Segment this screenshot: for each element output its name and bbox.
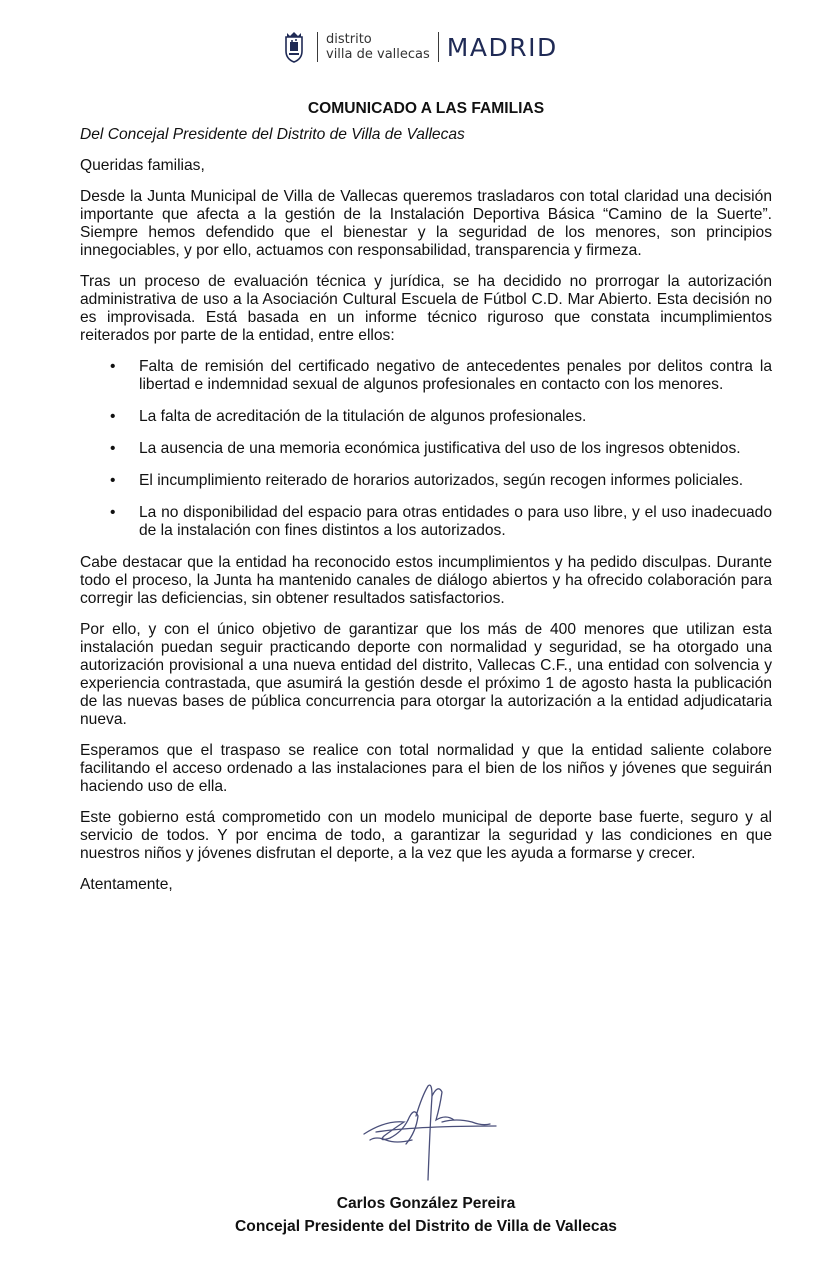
list-item [80,408,772,426]
district-name [326,32,430,62]
letter-subtitle: Del Concejal Presidente del Distrito de Villa de Vallecas [80,126,465,143]
letter-closing: Atentamente, [80,876,173,893]
list-item-text: La ausencia de una memoria económica justificativa del uso de los ingresos obtenidos. [139,440,741,457]
paragraph-3: Cabe destacar que la entidad ha reconocido estos incumplimientos y ha pedido disculpas. Durante todo el proceso, la Junta ha mantenido canales de diálogo abiertos y ha ofrecido colaboración para corregir las deficiencias, sin obtener resultados satisfactorios. [80,554,772,607]
signer-name: Carlos González Pereira [336,1195,516,1212]
madrid-coat-of-arms-icon [283,31,305,63]
district-line-1: distrito [326,32,372,47]
letter-title: COMUNICADO A LAS FAMILIAS [307,100,545,117]
paragraph-5: Esperamos que el traspaso se realice con total normalidad y que la entidad saliente colabore facilitando el acceso ordenado a las instalaciones para el bien de los niños y jóvenes que seguirán haciendo uso de ella. [80,742,772,795]
list-item [80,472,772,490]
paragraph-4: Por ello, y con el único objetivo de garantizar que los más de 400 menores que utilizan esta instalación puedan seguir practicando deporte con normalidad y seguridad, se ha otorgado una autorización provisional a una nueva entidad del distrito, Vallecas C.F., una entidad con solvencia y experiencia contrastada, que asumirá la gestión desde el próximo 1 de agosto hasta la publicación de las nuevas bases de pública concurrencia para otorgar la autorización a la entidad adjudicataria nueva. [80,621,772,728]
letter-greeting: Queridas familias, [80,157,205,174]
list-item [80,358,772,394]
letter-body [80,100,772,894]
signer-block [80,1192,772,1238]
bullet-symbol: • [110,440,116,457]
bullet-symbol: • [110,504,116,521]
bullet-symbol: • [110,358,116,375]
logo-divider-2 [438,32,439,62]
list-item [80,504,772,540]
bullet-symbol: • [110,408,116,425]
district-line-2: villa de vallecas [326,47,430,62]
list-item-text: La falta de acreditación de la titulación de algunos profesionales. [139,408,587,425]
paragraph-6: Este gobierno está comprometido con un modelo municipal de deporte base fuerte, seguro y al servicio de todos. Y por encima de todo, a garantizar la seguridad y las condiciones en que nuestros niños y jóvenes disfrutan el deporte, a la vez que les ayuda a formarse y crecer. [80,809,772,862]
logo-divider [317,32,318,62]
city-name: MADRID [446,32,558,62]
handwritten-signature-icon [356,1076,506,1186]
list-item-text: Falta de remisión del certificado negativo de antecedentes penales por delitos contra la libertad e indemnidad sexual de algunos profesionales en contacto con los menores. [139,358,772,393]
signer-title: Concejal Presidente del Distrito de Villa de Vallecas [235,1218,617,1235]
paragraph-1: Desde la Junta Municipal de Villa de Vallecas queremos trasladaros con total claridad una decisión importante que afecta a la gestión de la Instalación Deportiva Básica “Camino de la Suerte”. Siempre hemos defendido que el bienestar y la seguridad de los menores, son principios innegociables, y por ello, actuamos con responsabilidad, transparencia y firmeza. [80,188,772,259]
list-item-text: La no disponibilidad del espacio para otras entidades o para uso libre, y el uso inadecuado de la instalación con fines distintos a los autorizados. [139,504,772,539]
header-logo [283,30,558,64]
list-item [80,440,772,458]
incumplimientos-list [80,358,772,540]
paragraph-2: Tras un proceso de evaluación técnica y jurídica, se ha decidido no prorrogar la autorización administrativa de uso a la Asociación Cultural Escuela de Fútbol C.D. Mar Abierto. Esta decisión no es improvisada. Está basada en un informe técnico riguroso que constata incumplimientos reiterados por parte de la entidad, entre ellos: [80,273,772,344]
list-item-text: El incumplimiento reiterado de horarios autorizados, según recogen informes policiales. [139,472,744,489]
bullet-symbol: • [110,472,116,489]
